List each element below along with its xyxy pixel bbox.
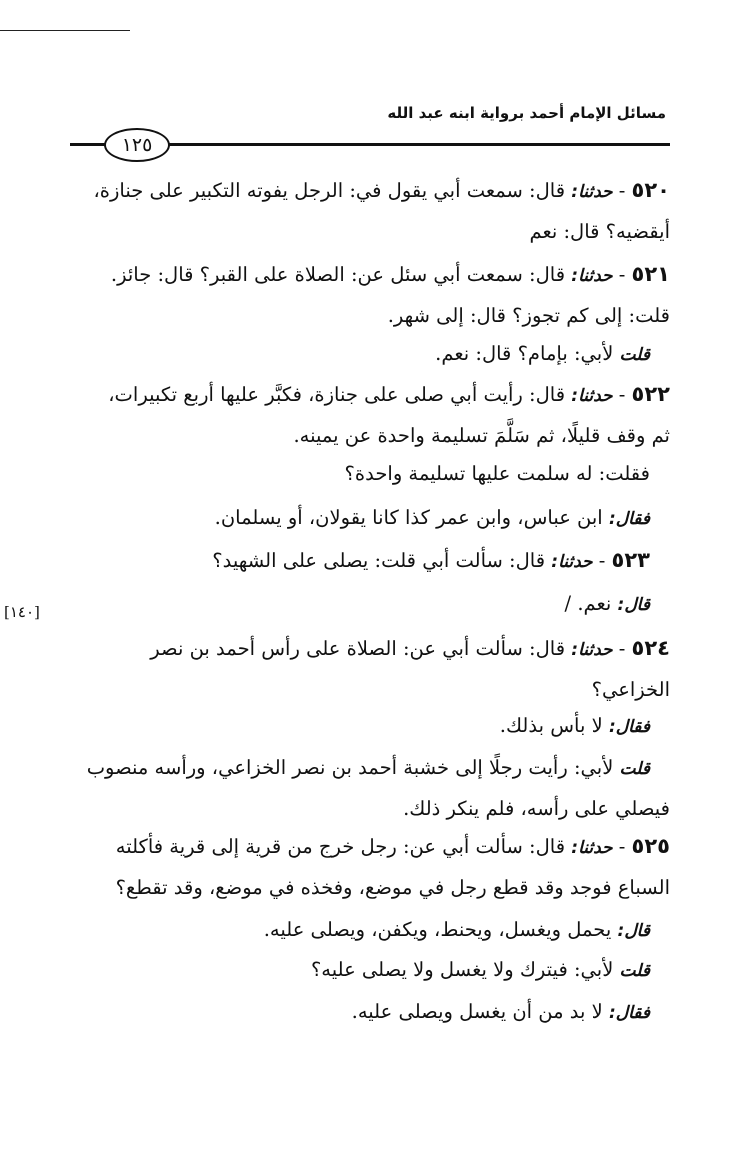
entry-text: قال: سألت أبي عن: الصلاة على رأس أحمد بن نصر — [150, 637, 566, 660]
followup-keyword: قلت — [619, 345, 650, 365]
entry-keyword: حدثنا: — [571, 838, 613, 858]
entry-number: ٥٢٤ — [631, 636, 670, 660]
entry-number: ٥٢١ — [631, 262, 670, 286]
followup-line: فيصلي على رأسه، فلم ينكر ذلك. — [403, 797, 670, 820]
entry-line: ٥٢٤ - حدثنا: قال: سألت أبي عن: الصلاة على رأس أحمد بن نصر — [150, 636, 670, 660]
followup-line — [80, 748, 670, 789]
entry-keyword: حدثنا: — [551, 552, 593, 572]
followup-keyword: قال: — [617, 595, 650, 615]
followup-keyword: قال: — [617, 921, 650, 941]
followup-keyword: فقال: — [608, 1003, 650, 1023]
followup — [80, 910, 650, 951]
entry-520 — [80, 170, 670, 252]
followup — [80, 584, 650, 625]
entry-line: ٥٢٢ - حدثنا: قال: رأيت أبي صلى على جنازة، فكبَّر عليها أربع تكبيرات، — [108, 382, 670, 406]
entry-line: الخزاعي؟ — [591, 678, 670, 701]
entry-number: ٥٢٠ — [631, 178, 670, 202]
followup-keyword: قلت — [619, 961, 650, 981]
followup-text: لأبي: فيترك ولا يغسل ولا يصلى عليه؟ — [310, 958, 614, 981]
entry-line: قلت: إلى كم تجوز؟ قال: إلى شهر. — [387, 304, 670, 327]
entry-text: قال: سألت أبي قلت: يصلى على الشهيد؟ — [212, 549, 546, 572]
entry-521 — [80, 254, 670, 336]
page-number: ١٢٥ — [104, 128, 170, 162]
entry-number: ٥٢٥ — [631, 834, 670, 858]
followup-keyword: فقال: — [608, 509, 650, 529]
followup — [80, 498, 650, 539]
entry-keyword: حدثنا: — [571, 640, 613, 660]
followup — [80, 454, 650, 494]
entry-line: ثم وقف قليلًا، ثم سَلَّمَ تسليمة واحدة عن يمينه. — [293, 424, 670, 447]
entry-line: ٥٢٠ - حدثنا: قال: سمعت أبي يقول في: الرجل يفوته التكبير على جنازة، — [93, 178, 670, 202]
entry-number: ٥٢٢ — [631, 382, 670, 406]
entry-line: السباع فوجد وقد قطع رجل في موضع، وفخذه في موضع، وقد تقطع؟ — [115, 876, 670, 899]
followup-text: لا بأس بذلك. — [499, 714, 603, 737]
followup-text: لأبي: بإمام؟ قال: نعم. — [435, 342, 614, 365]
followup — [80, 992, 650, 1033]
margin-reference: [١٤٠] — [4, 603, 40, 621]
entry-number: ٥٢٣ — [611, 548, 650, 572]
followup-text: فقلت: له سلمت عليها تسليمة واحدة؟ — [344, 462, 650, 485]
entry-text: قال: سمعت أبي سئل عن: الصلاة على القبر؟ قال: جائز. — [110, 263, 566, 286]
entry-522 — [80, 374, 670, 456]
followup-keyword: فقال: — [608, 717, 650, 737]
entry-523 — [80, 540, 650, 582]
entry-text: قال: سمعت أبي يقول في: الرجل يفوته التكبير على جنازة، — [93, 179, 566, 202]
entry-line: ٥٢٣ - حدثنا: قال: سألت أبي قلت: يصلى على الشهيد؟ — [212, 548, 650, 572]
entry-line: أيقضيه؟ قال: نعم — [529, 220, 670, 243]
running-header: مسائل الإمام أحمد برواية ابنه عبد الله — [387, 104, 666, 122]
followup-text: نعم. / — [564, 592, 612, 615]
entry-keyword: حدثنا: — [571, 386, 613, 406]
entry-keyword: حدثنا: — [571, 266, 613, 286]
followup-text: لا بد من أن يغسل ويصلى عليه. — [351, 1000, 603, 1023]
followup — [80, 334, 650, 375]
entry-line: ٥٢١ - حدثنا: قال: سمعت أبي سئل عن: الصلاة على القبر؟ قال: جائز. — [110, 262, 670, 286]
entry-text: قال: رأيت أبي صلى على جنازة، فكبَّر عليها أربع تكبيرات، — [108, 383, 566, 406]
followup — [80, 950, 650, 991]
top-edge-rule — [0, 30, 130, 31]
followup-text: ابن عباس، وابن عمر كذا كانا يقولان، أو يسلمان. — [214, 506, 603, 529]
followup-text: لأبي: رأيت رجلًا إلى خشبة أحمد بن نصر الخزاعي، ورأسه منصوب — [86, 756, 614, 779]
entry-keyword: حدثنا: — [571, 182, 613, 202]
followup-text: يحمل ويغسل، ويحنط، ويكفن، ويصلى عليه. — [263, 918, 612, 941]
followup — [80, 748, 670, 829]
followup-keyword: قلت — [619, 759, 650, 779]
entry-line: ٥٢٥ - حدثنا: قال: سألت أبي عن: رجل خرج من قرية إلى قرية فأكلته — [115, 834, 670, 858]
entry-524 — [80, 628, 670, 710]
entry-525 — [80, 826, 670, 908]
followup — [80, 706, 650, 747]
entry-text: قال: سألت أبي عن: رجل خرج من قرية إلى قرية فأكلته — [115, 835, 566, 858]
